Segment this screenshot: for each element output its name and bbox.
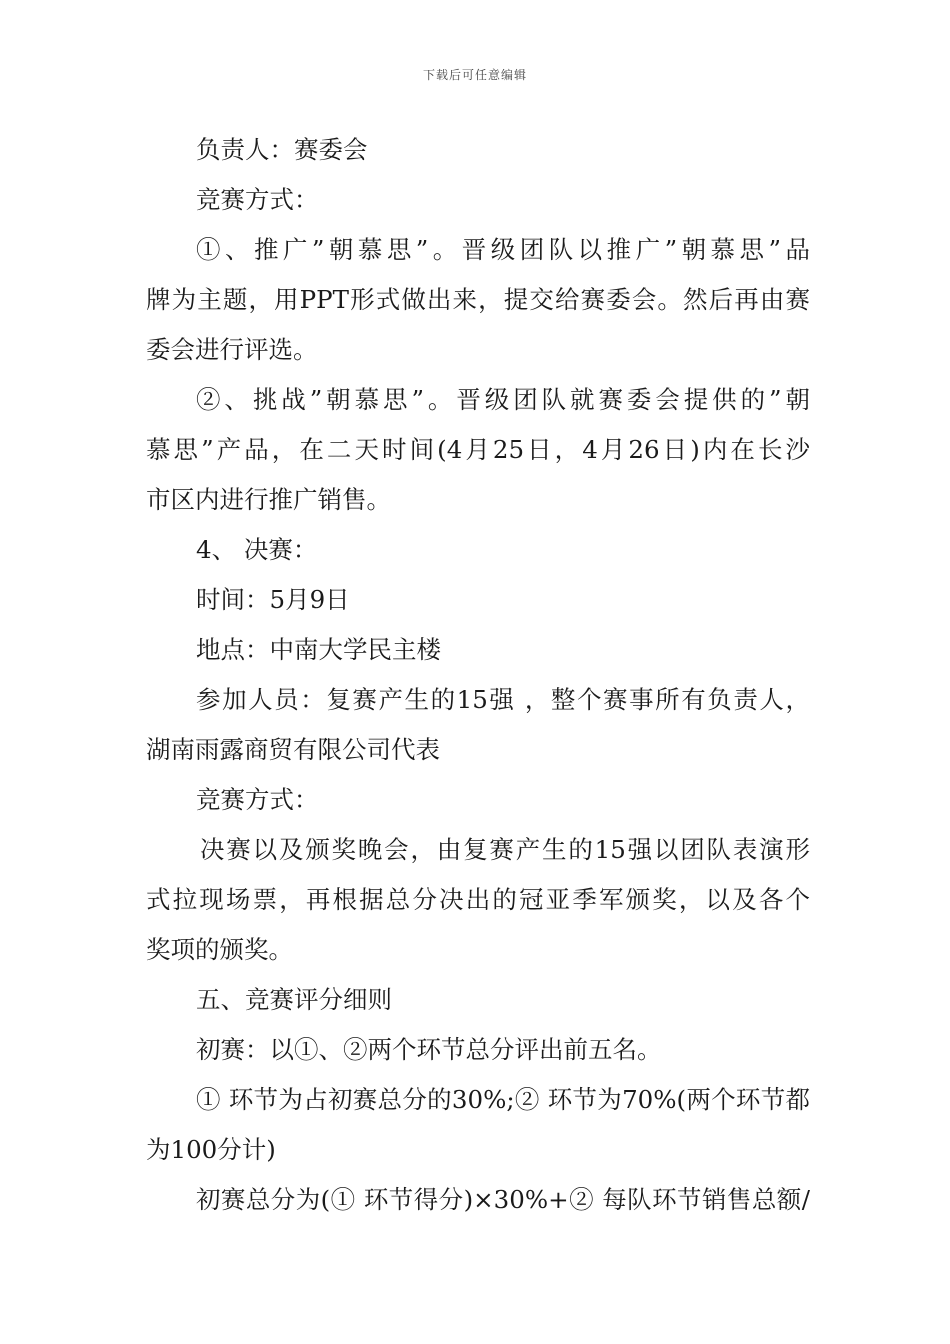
text-line: ①、推广”朝慕思”。晋级团队以推广”朝慕思”品	[196, 235, 810, 264]
page-header-note: 下载后可任意编辑	[422, 68, 527, 82]
section-heading: 五、竞赛评分细则	[196, 985, 392, 1014]
text-line: ②、挑战”朝慕思”。晋级团队就赛委会提供的”朝	[196, 385, 810, 414]
text-line: 参加人员：复赛产生的15强 ，整个赛事所有负责人，	[196, 685, 810, 714]
text-line: 竞赛方式：	[196, 785, 319, 814]
text-line: 式拉现场票，再根据总分决出的冠亚季军颁奖，以及各个	[146, 885, 810, 914]
section-heading: 4、 决赛：	[196, 535, 318, 564]
text-line: 湖南雨露商贸有限公司代表	[146, 735, 440, 764]
text-line: 奖项的颁奖。	[146, 935, 293, 964]
text-line: 牌为主题，用PPT形式做出来，提交给赛委会。然后再由赛	[146, 285, 810, 314]
text-line: ① 环节为占初赛总分的30%;② 环节为70%(两个环节都	[196, 1085, 810, 1114]
text-line: 为100分计)	[146, 1135, 276, 1164]
text-line: 竞赛方式：	[196, 185, 319, 214]
text-line: 负责人：赛委会	[196, 135, 368, 164]
text-line: 慕思”产品，在二天时间(4月25日，4月26日)内在长沙	[146, 435, 810, 464]
document-body	[146, 125, 810, 1225]
text-line: 决赛以及颁奖晚会，由复赛产生的15强以团队表演形	[200, 835, 810, 864]
text-line: 时间：5月9日	[196, 585, 350, 614]
text-line: 初赛总分为(① 环节得分)×30%+② 每队环节销售总额/	[196, 1185, 810, 1214]
text-line: 委会进行评选。	[146, 335, 318, 364]
text-line: 初赛：以①、②两个环节总分评出前五名。	[196, 1035, 662, 1064]
text-line: 市区内进行推广销售。	[146, 485, 391, 514]
text-line: 地点：中南大学民主楼	[196, 635, 441, 664]
